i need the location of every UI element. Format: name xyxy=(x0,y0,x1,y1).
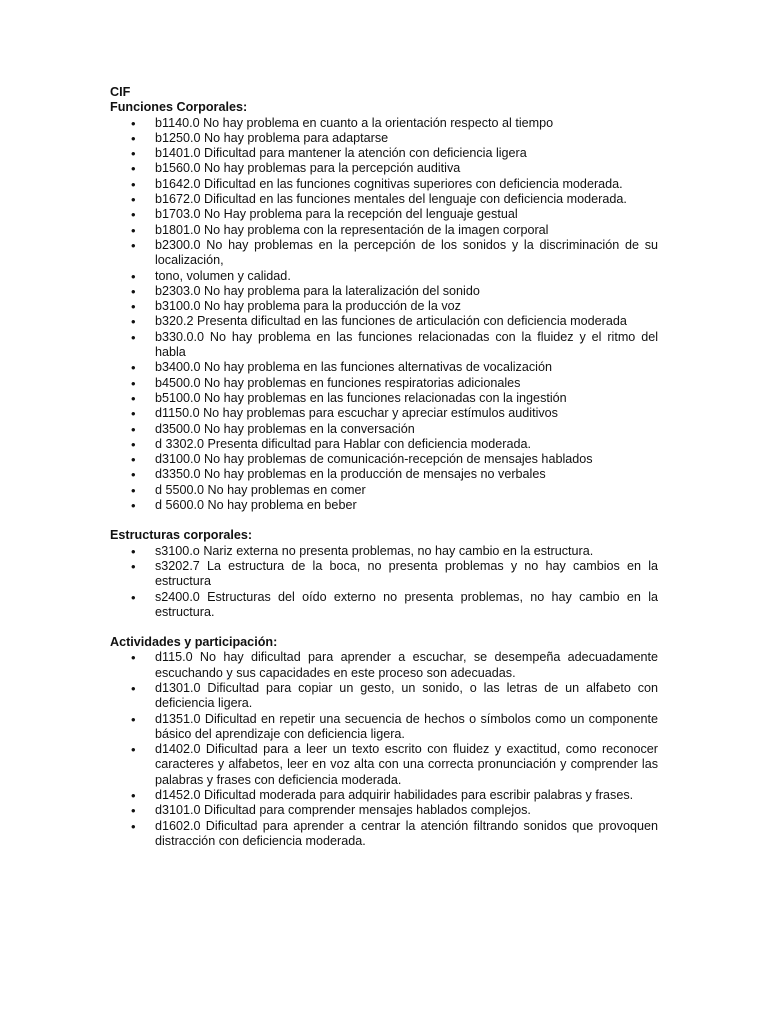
list-item: • d 5600.0 No hay problema en beber xyxy=(110,498,658,513)
list-item: • b2300.0 No hay problemas en la percepción de los sonidos y la discriminación de su localización, xyxy=(110,238,658,269)
list-item: • b1401.0 Dificultad para mantener la atención con deficiencia ligera xyxy=(110,146,658,161)
list-item: • d115.0 No hay dificultad para aprender a escuchar, se desempeña adecuadamente escuchando y sus capacidades en este proceso son adecuadas. xyxy=(110,650,658,681)
list-item: • d1402.0 Dificultad para a leer un texto escrito con fluidez y exactitud, como reconocer caracteres y alfabetos, leer en voz alta con una correcta pronunciación y comprender las palabras y frases con deficiencia moderada. xyxy=(110,742,658,788)
bullet-list xyxy=(110,116,658,514)
list-item: • b1250.0 No hay problema para adaptarse xyxy=(110,131,658,146)
section-heading: Actividades y participación: xyxy=(110,635,278,650)
list-item: • d1452.0 Dificultad moderada para adquirir habilidades para escribir palabras y frases. xyxy=(110,788,658,803)
section-heading: Funciones Corporales: xyxy=(110,100,248,115)
list-item: • d1150.0 No hay problemas para escuchar y apreciar estímulos auditivos xyxy=(110,406,658,421)
list-item: • b320.2 Presenta dificultad en las funciones de articulación con deficiencia moderada xyxy=(110,314,658,329)
list-item: • d 3302.0 Presenta dificultad para Hablar con deficiencia moderada. xyxy=(110,437,658,452)
list-item: • b2303.0 No hay problema para la lateralización del sonido xyxy=(110,284,658,299)
list-item: • tono, volumen y calidad. xyxy=(110,269,658,284)
list-item: • b5100.0 No hay problemas en las funciones relacionadas con la ingestión xyxy=(110,391,658,406)
list-item: • d3350.0 No hay problemas en la producción de mensajes no verbales xyxy=(110,467,658,482)
list-item: • b1703.0 No Hay problema para la recepción del lenguaje gestual xyxy=(110,207,658,222)
list-item: • b3400.0 No hay problema en las funciones alternativas de vocalización xyxy=(110,360,658,375)
list-item: • d1301.0 Dificultad para copiar un gesto, un sonido, o las letras de un alfabeto con deficiencia ligera. xyxy=(110,681,658,712)
list-item: • d1602.0 Dificultad para aprender a centrar la atención filtrando sonidos que provoquen distracción con deficiencia moderada. xyxy=(110,819,658,850)
section-2 xyxy=(110,635,658,849)
list-item: • b4500.0 No hay problemas en funciones respiratorias adicionales xyxy=(110,376,658,391)
bullet-list xyxy=(110,544,658,620)
section-1 xyxy=(110,528,658,620)
list-item: • b1642.0 Dificultad en las funciones cognitivas superiores con deficiencia moderada. xyxy=(110,177,658,192)
list-item: • s3100.o Nariz externa no presenta problemas, no hay cambio en la estructura. xyxy=(110,544,658,559)
list-item: • b1801.0 No hay problema con la representación de la imagen corporal xyxy=(110,223,658,238)
list-item: • d3101.0 Dificultad para comprender mensajes hablados complejos. xyxy=(110,803,658,818)
bullet-list xyxy=(110,650,658,849)
list-item: • b1560.0 No hay problemas para la percepción auditiva xyxy=(110,161,658,176)
section-heading: Estructuras corporales: xyxy=(110,528,253,543)
list-item: • b3100.0 No hay problema para la producción de la voz xyxy=(110,299,658,314)
list-item: • d1351.0 Dificultad en repetir una secuencia de hechos o símbolos como un componente básico del aprendizaje con deficiencia ligera. xyxy=(110,712,658,743)
list-item: • d3100.0 No hay problemas de comunicación-recepción de mensajes hablados xyxy=(110,452,658,467)
list-item: • d3500.0 No hay problemas en la conversación xyxy=(110,422,658,437)
list-item: • s3202.7 La estructura de la boca, no presenta problemas y no hay cambios en la estructura xyxy=(110,559,658,590)
list-item: • d 5500.0 No hay problemas en comer xyxy=(110,483,658,498)
list-item: • b1140.0 No hay problema en cuanto a la orientación respecto al tiempo xyxy=(110,116,658,131)
list-item: • b330.0.0 No hay problema en las funciones relacionadas con la fluidez y el ritmo del habla xyxy=(110,330,658,361)
sections-container xyxy=(110,100,658,849)
section-0 xyxy=(110,100,658,513)
list-item: • s2400.0 Estructuras del oído externo no presenta problemas, no hay cambio en la estructura. xyxy=(110,590,658,621)
list-item: • b1672.0 Dificultad en las funciones mentales del lenguaje con deficiencia moderada. xyxy=(110,192,658,207)
document-title: CIF xyxy=(110,85,131,99)
